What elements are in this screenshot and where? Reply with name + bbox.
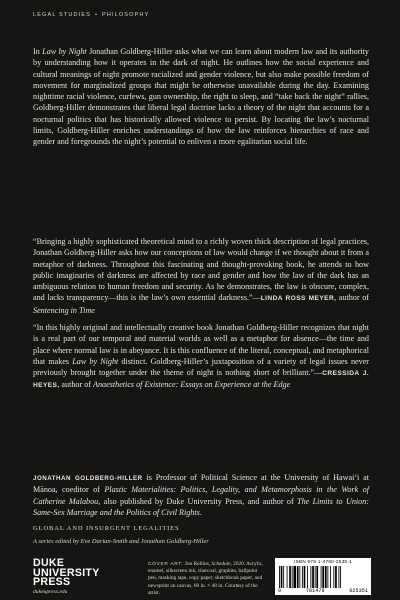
blurb-heyes-dash: —	[314, 368, 323, 378]
barcode-bars	[277, 566, 369, 588]
barcode-digits-group2: 025351	[349, 588, 368, 594]
book-description	[33, 46, 369, 148]
barcode-bar	[330, 566, 331, 588]
barcode-bar	[281, 566, 283, 588]
blurb-heyes-author-suffix: , author of	[57, 380, 94, 390]
isbn-barcode	[275, 558, 371, 595]
publisher-logo-line3: PRESS	[33, 576, 71, 589]
category-separator: •	[94, 12, 98, 18]
cover-art-credit	[148, 561, 266, 597]
author-bio-text-b: , also published by Duke University Press, and author of	[98, 496, 298, 506]
cover-art-work: Schedule	[211, 561, 231, 567]
blurb-meyer-author-suffix: , author of	[334, 293, 369, 303]
blurb-meyer-work: Sentencing in Time	[33, 305, 95, 315]
cover-art-text-b: , 2020. Acrylic, enamel, silkscreen ink, charcoal, graphite, ballpoint pen, masking tape, copy paper, sketchbook paper, and newsprint on canvas, 60 in. × 48 in. Courtesy of the artist.	[148, 561, 264, 596]
description-intro: In	[33, 47, 43, 56]
barcode-bar	[327, 566, 328, 588]
barcode-bar	[287, 566, 288, 588]
barcode-bar	[312, 566, 314, 588]
cover-art-label: COVER ART:	[148, 562, 184, 567]
barcode-bar	[302, 566, 303, 588]
barcode-bar	[304, 566, 306, 588]
barcode-digits-group1: 781478	[305, 588, 325, 594]
barcode-bar	[322, 566, 324, 588]
category-header	[33, 12, 149, 18]
blurb-heyes-text-a: “In this highly original and intellectually creative book Jonathan Goldberg-Hiller recognizes that night is a real part of our temporal and material worlds as well as a metaphor for absence—the time and place where normal law is in abeyance. It is this confluence of the literal, conceptual, and metaphorical that makes	[33, 323, 369, 366]
barcode-bar	[316, 566, 318, 588]
barcode-digits	[275, 588, 371, 594]
blurb-heyes-work: Anaesthetics of Existence: Essays on Experience at the Edge	[93, 380, 291, 390]
barcode-bar	[333, 566, 334, 588]
barcode-bar	[293, 566, 296, 588]
barcode-bar	[297, 566, 299, 588]
blurb-meyer-text: “Bringing a highly sophisticated theoretical mind to a richly woven thick description of legal practices, Jonathan Goldberg-Hiller asks how our conceptions of law would change if we thought about it from a metaphor of darkness. Throughout this fascinating and thought-provoking book, he attends to how public imaginaries of darkness are affected by race and gender and how the law of the dark has an ambiguous relation to human freedom and security. As he demonstrates, the law is obscure, complex, and lacks transparency—this is the law’s own essential darkness.”	[33, 237, 369, 303]
author-bio-work1: Plastic Materialities: Politics, Legality, and Metamorphosis in the Work of Catherine Malabou	[33, 485, 369, 506]
blurb-meyer	[33, 236, 369, 316]
author-bio-text-a: is Professor of Political Science at the University of Hawai‘i at Mānoa, coeditor of	[33, 473, 369, 495]
barcode-bar	[315, 566, 316, 588]
blurb-heyes-text-b: distinct. Goldberg-Hiller’s juxtaposition of a variety of legal issues never previously brought together under the theme of night is nothing short of brilliant.”	[33, 356, 370, 378]
description-body: Jonathan Goldberg-Hiller asks what we can learn about modern law and its authority by understanding how it operates in the dark of night. He outlines how the social experience and cultural meanings of night promote racialized and gender violence, but also make possible freedom of movement for marginalized groups that might be otherwise unavailable during the day. Examining nighttime racial violence, curfews, gun ownership, the right to sleep, and “take back the night” rallies, Goldberg-Hiller demonstrates that liberal legal doctrine lacks a theory of the night that accounts for a nocturnal politics that has historically allowed violence to persist. By locating the law’s nocturnal limits, Goldberg-Hiller enriches understandings of how the law reinforces hierarchies of race and gender and foregrounds the night’s potential to enliven a more egalitarian social life.	[33, 47, 369, 147]
category-philosophy: PHILOSOPHY	[102, 12, 150, 18]
author-bio-work2: The Limits to Union: Same-Sex Marriage and the Politics of Civil Rights	[33, 496, 369, 517]
publisher-url[interactable]: dukeupress.edu	[33, 589, 68, 595]
barcode-bar	[340, 566, 341, 588]
blurb-heyes-book-title: Law by Night	[72, 356, 119, 366]
publisher-logo-line2: UNIVERSITY	[33, 566, 100, 579]
description-book-title: Law by Night	[42, 47, 87, 56]
author-bio	[33, 472, 369, 518]
blurb-meyer-author: LINDA ROSS MEYER	[260, 295, 335, 303]
blurb-heyes	[33, 322, 369, 392]
barcode-bar	[321, 566, 322, 588]
barcode-bar	[299, 566, 300, 588]
barcode-bar	[307, 566, 308, 588]
barcode-bar	[283, 566, 284, 588]
publisher-logo	[33, 559, 100, 588]
author-name: JONATHAN GOLDBERG-HILLER	[33, 475, 143, 482]
blurb-meyer-dash: —	[252, 293, 261, 303]
series-title: GLOBAL AND INSURGENT LEGALITIES	[33, 525, 180, 532]
isbn-number: ISBN 978-1-4780-2535-1	[294, 559, 352, 564]
category-legal-studies: LEGAL STUDIES	[33, 12, 91, 18]
barcode-digit-left: 9	[278, 588, 282, 594]
barcode-bar	[335, 566, 337, 588]
barcode-bar	[289, 566, 291, 588]
blurb-heyes-author: CRESSIDA J. HEYES	[33, 370, 369, 390]
author-bio-text-c: .	[199, 507, 202, 517]
barcode-bar	[339, 566, 340, 588]
series-editors: A series edited by Eve Darian-Smith and Jonathan Goldberg-Hiller	[33, 538, 209, 545]
barcode-bar	[310, 566, 311, 588]
cover-art-text-a: Jon Rollins,	[183, 561, 212, 567]
barcode-bar	[292, 566, 293, 588]
publisher-logo-line1: DUKE	[33, 557, 65, 569]
barcode-bar	[325, 566, 327, 588]
barcode-bar	[279, 566, 280, 588]
